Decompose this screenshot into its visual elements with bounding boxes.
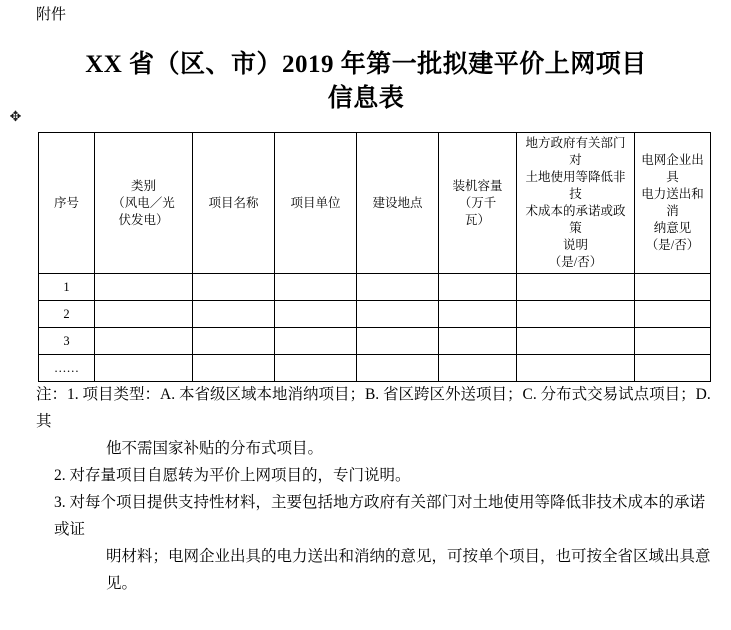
note-line-4: 3. 对每个项目提供支持性材料，主要包括地方政府有关部门对土地使用等降低非技术成本的承诺或证: [54, 494, 706, 538]
page-title: [36, 48, 696, 116]
header-line: 地方政府有关部门对: [525, 136, 626, 167]
note-line-1: 注：1. 项目类型：A. 本省级区域本地消纳项目；B. 省区跨区外送项目；C. 分布式交易试点项目；D. 其: [36, 386, 711, 430]
page-title-line-1: XX 省（区、市）2019 年第一批拟建平价上网项目: [85, 51, 647, 78]
header-line: 项目单位: [290, 195, 341, 210]
note-line-3: 2. 对存量项目自愿转为平价上网项目的，专门说明。: [54, 467, 411, 484]
table-header-cell-2: [193, 133, 275, 274]
note-line-5: 明材料；电网企业出具的电力送出和消纳的意见，可按单个项目，也可按全省区域出具意见。: [106, 548, 711, 592]
table-cell-location[interactable]: [357, 274, 439, 301]
header-line: 建设地点: [372, 195, 423, 210]
header-line: （是/否）: [548, 255, 603, 269]
table-cell-project-name[interactable]: [193, 301, 275, 328]
header-line: 类别: [130, 178, 156, 193]
table-move-handle-icon[interactable]: ✥: [9, 110, 22, 125]
table-row: [39, 274, 711, 301]
table-cell-category[interactable]: [95, 355, 193, 382]
table-cell-project-unit[interactable]: [275, 274, 357, 301]
table-cell-capacity[interactable]: [439, 355, 517, 382]
table-cell-grid-opinion[interactable]: [635, 355, 711, 382]
attachment-label: 附件: [36, 7, 67, 23]
table-cell-category[interactable]: [95, 274, 193, 301]
notes-section: [36, 381, 716, 597]
table-cell-project-unit[interactable]: [275, 301, 357, 328]
header-line: 序号: [53, 195, 79, 210]
table-cell-capacity[interactable]: [439, 274, 517, 301]
table-header-cell-4: [357, 133, 439, 274]
header-line: 装机容量: [452, 178, 503, 193]
header-line: 土地使用等降低非技: [525, 170, 626, 201]
table-row: [39, 355, 711, 382]
header-line: 瓦）: [464, 212, 490, 227]
note-line-2: 他不需国家补贴的分布式项目。: [106, 440, 324, 457]
table-cell-grid-opinion[interactable]: [635, 328, 711, 355]
table-cell-project-unit[interactable]: [275, 355, 357, 382]
header-line: （是/否）: [645, 238, 700, 252]
table-header-cell-5: [439, 133, 517, 274]
table-cell-gov-commitment[interactable]: [517, 328, 635, 355]
table-header-row: [39, 133, 711, 274]
table-cell-location[interactable]: [357, 328, 439, 355]
table-cell-grid-opinion[interactable]: [635, 274, 711, 301]
page-title-line-2: 信息表: [327, 85, 405, 112]
header-line: 项目名称: [208, 195, 259, 210]
table-cell-project-name[interactable]: [193, 274, 275, 301]
header-line: 伏发电）: [118, 212, 169, 227]
table-cell-category[interactable]: [95, 301, 193, 328]
header-line: 纳意见: [653, 221, 692, 235]
table-cell-index[interactable]: 2: [39, 301, 95, 328]
header-line: 说明: [562, 238, 588, 252]
header-line: （风电／光: [112, 195, 175, 210]
table-cell-location[interactable]: [357, 301, 439, 328]
table-cell-category[interactable]: [95, 328, 193, 355]
table-cell-gov-commitment[interactable]: [517, 274, 635, 301]
table-cell-gov-commitment[interactable]: [517, 301, 635, 328]
header-line: 电力送出和消: [641, 187, 704, 218]
project-info-table: [38, 132, 711, 382]
table-cell-index[interactable]: 1: [39, 274, 95, 301]
table-cell-project-name[interactable]: [193, 328, 275, 355]
table-header-cell-6: [517, 133, 635, 274]
header-line: 术成本的承诺或政策: [525, 204, 626, 235]
table-cell-index[interactable]: ……: [39, 355, 95, 382]
table-header-cell-3: [275, 133, 357, 274]
header-line: （万千: [458, 195, 497, 210]
table-row: [39, 301, 711, 328]
table-header-cell-0: [39, 133, 95, 274]
table-cell-capacity[interactable]: [439, 301, 517, 328]
table-cell-capacity[interactable]: [439, 328, 517, 355]
table-header-cell-1: [95, 133, 193, 274]
table-cell-grid-opinion[interactable]: [635, 301, 711, 328]
header-line: 电网企业出具: [641, 153, 704, 184]
table-cell-index[interactable]: 3: [39, 328, 95, 355]
table-cell-project-unit[interactable]: [275, 328, 357, 355]
table-cell-project-name[interactable]: [193, 355, 275, 382]
table-row: [39, 328, 711, 355]
table-cell-gov-commitment[interactable]: [517, 355, 635, 382]
table-header-cell-7: [635, 133, 711, 274]
table-cell-location[interactable]: [357, 355, 439, 382]
